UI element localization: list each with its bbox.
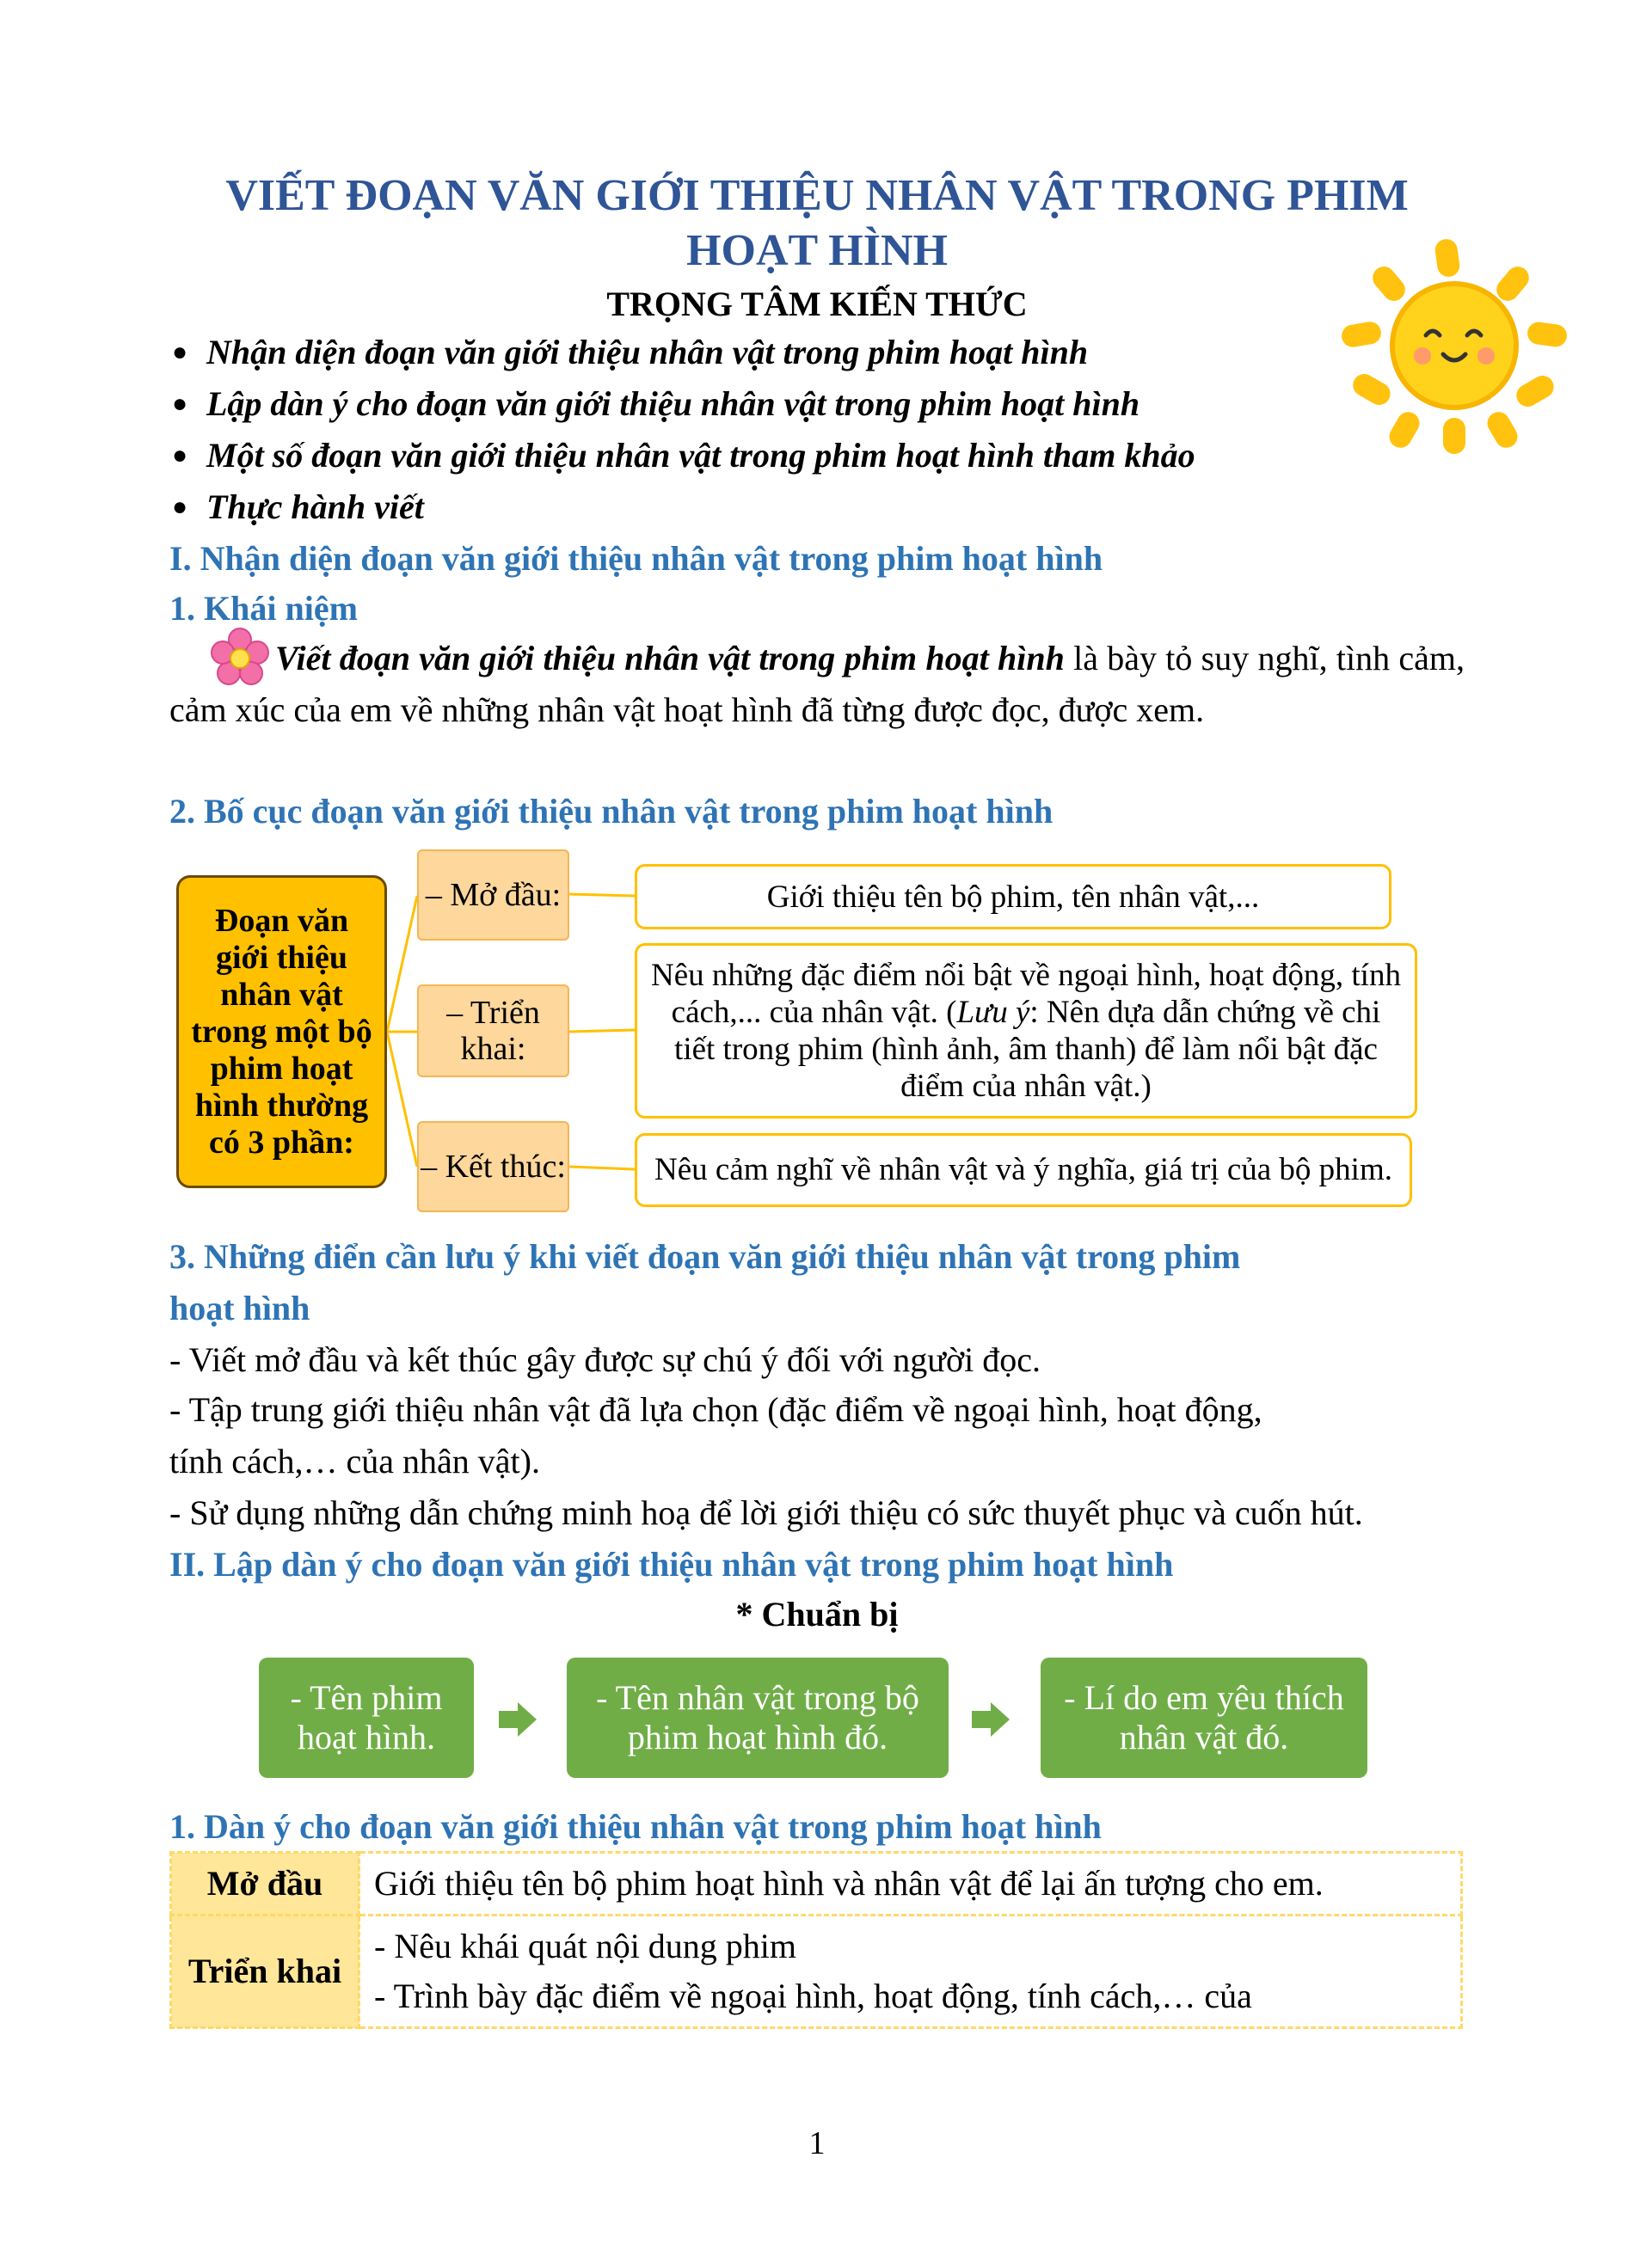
focus-item-1: ● Nhận diện đoạn văn giới thiệu nhân vật trong phim hoạt hình xyxy=(206,327,1088,378)
focus-item-4: ● Thực hành viết xyxy=(206,481,424,533)
outline-content-intro: Giới thiệu tên bộ phim hoạt hình và nhân vật để lại ấn tượng cho em. xyxy=(359,1853,1462,1916)
notes-heading-line-2: hoạt hình xyxy=(169,1289,310,1327)
title-line-2: HOẠT HÌNH xyxy=(686,226,948,275)
table-row xyxy=(171,1853,1462,1916)
section-2-heading: II. Lập dàn ý cho đoạn văn giới thiệu nhân vật trong phim hoạt hình xyxy=(169,1545,1174,1584)
diagram-desc-intro: Giới thiệu tên bộ phim, tên nhân vật,... xyxy=(635,864,1391,929)
diagram-part-body: – Triển khai: xyxy=(417,984,569,1077)
diagram-desc-body: Nêu những đặc điểm nổi bật về ngoại hình, hoạt động, tính cách,... của nhân vật. (Lưu ý: Nên dựa dẫn chứng về chi tiết trong phim (hình ảnh, âm thanh) để làm nổi bật đặc điểm của nhân vật.) xyxy=(635,943,1417,1119)
prep-step-1: - Tên phim hoạt hình. xyxy=(259,1658,474,1778)
outline-label-intro: Mở đầu xyxy=(171,1853,359,1916)
bullet-icon: ● xyxy=(172,493,188,521)
table-row xyxy=(171,1916,1462,2028)
concept-heading: 1. Khái niệm xyxy=(169,589,358,628)
prep-step-3: - Lí do em yêu thích nhân vật đó. xyxy=(1041,1658,1367,1778)
bullet-icon: ● xyxy=(172,338,188,366)
diagram-part-intro: – Mở đầu: xyxy=(417,849,569,941)
bullet-icon: ● xyxy=(172,441,188,469)
prep-title: * Chuẩn bị xyxy=(735,1595,899,1634)
note-line-2: - Tập trung giới thiệu nhân vật đã lựa chọn (đặc điểm về ngoại hình, hoạt động, xyxy=(169,1390,1262,1429)
green-arrow-icon xyxy=(970,1701,1011,1738)
title-line-1: VIẾT ĐOẠN VĂN GIỚI THIỆU NHÂN VẬT TRONG PHIM xyxy=(225,171,1409,220)
diagram-root-box: Đoạn văn giới thiệu nhân vật trong một bộ phim hoạt hình thường có 3 phần: xyxy=(176,875,387,1188)
subtitle: TRỌNG TÂM KIẾN THỨC xyxy=(606,285,1028,323)
page-number: 1 xyxy=(808,2125,826,2161)
concept-definition: là bày tỏ suy nghĩ, tình cảm, cảm xúc của em về những nhân vật hoạt hình đã từng được đọc, được xem. xyxy=(169,639,1465,729)
outline-content-body: - Nêu khái quát nội dung phim - Trình bày đặc điểm về ngoại hình, hoạt động, tính cách,… của xyxy=(359,1916,1462,2028)
outline-label-body: Triển khai xyxy=(171,1916,359,2028)
note-line-4: - Sử dụng những dẫn chứng minh hoạ để lời giới thiệu có sức thuyết phục và cuốn hút. xyxy=(169,1493,1363,1532)
diagram-part-ending: – Kết thúc: xyxy=(417,1121,569,1212)
bullet-icon: ● xyxy=(172,389,188,418)
concept-term: Viết đoạn văn giới thiệu nhân vật trong phim hoạt hình xyxy=(275,639,1065,677)
notes-heading-line-1: 3. Những điển cần lưu ý khi viết đoạn văn giới thiệu nhân vật trong phim xyxy=(169,1237,1241,1276)
layout-heading: 2. Bố cục đoạn văn giới thiệu nhân vật trong phim hoạt hình xyxy=(169,792,1054,831)
diagram-desc-ending: Nêu cảm nghĩ về nhân vật và ý nghĩa, giá trị của bộ phim. xyxy=(635,1133,1412,1207)
focus-item-2: ● Lập dàn ý cho đoạn văn giới thiệu nhân vật trong phim hoạt hình xyxy=(206,378,1140,430)
note-line-3: tính cách,… của nhân vật). xyxy=(169,1442,540,1480)
green-arrow-icon xyxy=(497,1701,538,1738)
section-1-heading: I. Nhận diện đoạn văn giới thiệu nhân vật trong phim hoạt hình xyxy=(169,539,1103,578)
outline-table xyxy=(169,1851,1463,2029)
outline-heading: 1. Dàn ý cho đoạn văn giới thiệu nhân vật trong phim hoạt hình xyxy=(169,1807,1102,1846)
note-line-1: - Viết mở đầu và kết thúc gây được sự chú ý đối với người đọc. xyxy=(169,1340,1041,1379)
prep-step-2: - Tên nhân vật trong bộ phim hoạt hình đó. xyxy=(567,1658,949,1778)
focus-item-3: ● Một số đoạn văn giới thiệu nhân vật trong phim hoạt hình tham khảo xyxy=(206,430,1195,481)
